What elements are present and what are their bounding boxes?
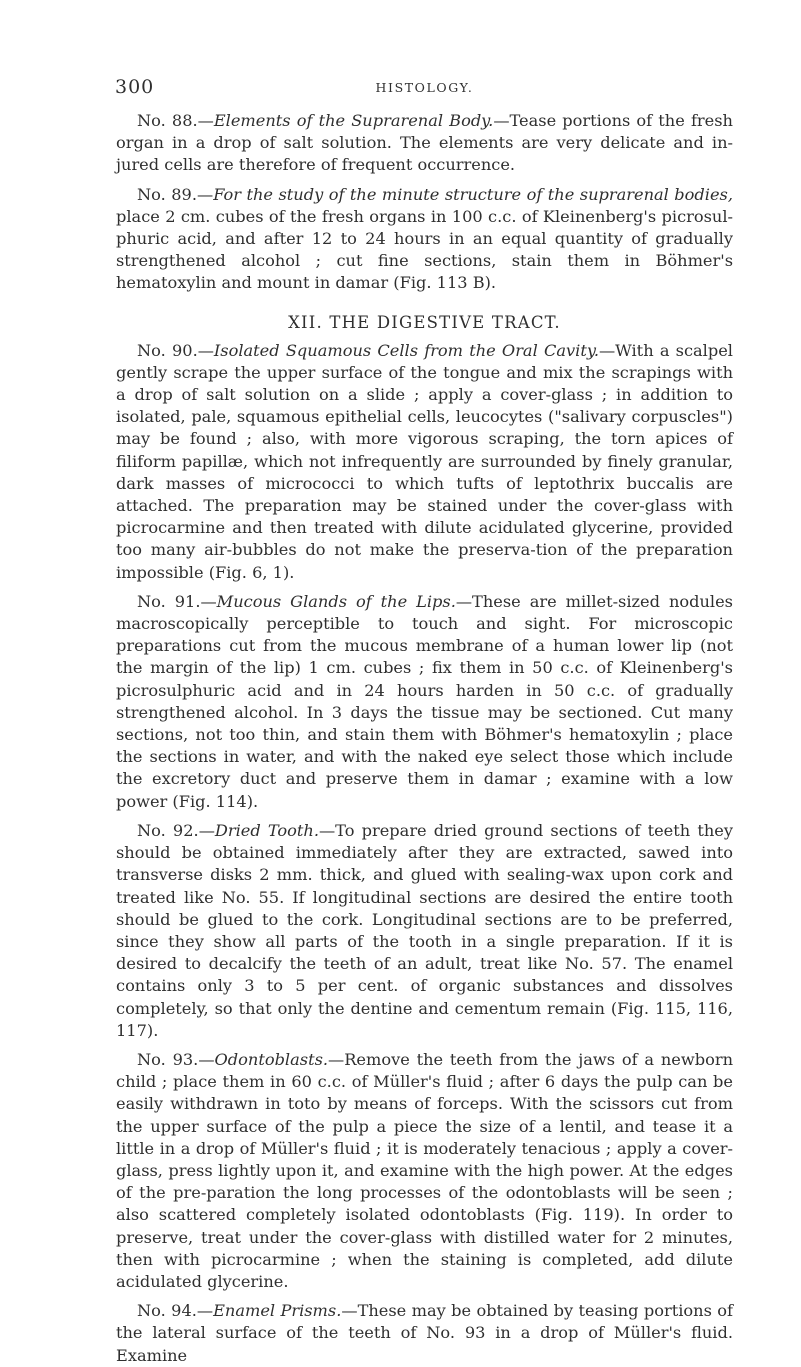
- para-title: Mucous Glands of the Lips.: [216, 591, 456, 611]
- para-number: No. 94.: [137, 1301, 197, 1321]
- paragraph-93: [116, 1049, 733, 1293]
- book-page: [116, 76, 733, 1367]
- dash: —: [198, 1049, 215, 1069]
- para-title: Odontoblasts.: [214, 1049, 329, 1069]
- dash: —: [341, 1301, 358, 1321]
- para-title: Elements of the Suprarenal Body.: [213, 111, 494, 130]
- para-text: To prepare dried ground sections of teeth they should be obtained immediately after they are extracted, sawed into transverse disks 2 mm. thick, and glued with sealing-wax upon cork and treated like No. 55. If longitudinal sections are desired the entire tooth should be glued to the cork. Longitudinal sections are to be preferred, since they show all parts of the tooth in a single preparation. If it is desired to decalcify the teeth of an adult, treat like No. 57. The enamel contains only 3 to 5 per cent. of organic substances and dissolves completely, so that only the dentine and cementum remain (Fig. 115, 116, 117).: [116, 820, 733, 1040]
- para-number: No. 90.: [137, 340, 198, 360]
- dash: —: [197, 184, 214, 204]
- para-title: Enamel Prisms.: [213, 1301, 342, 1321]
- dash: —: [598, 340, 616, 360]
- dash: —: [493, 111, 510, 130]
- para-title: For the study of the minute structure of the suprarenal bodies,: [213, 184, 733, 204]
- para-text: place 2 cm. cubes of the fresh organs in 100 c.c. of Kleinenberg's picrosul-phuric acid, and after 12 to 24 hours in an equal quantity of gradually strengthened alcohol ; cut fine sections, stain them in Böhmer's hematoxylin and mount in damar (Fig. 113 B).: [116, 206, 733, 293]
- paragraph-89: [116, 184, 733, 295]
- para-text: Tease portions of the fresh organ in a drop of salt solution. The elements are very delicate and in-jured cells are therefore of frequent occurrence.: [116, 111, 733, 175]
- paragraph-90: [116, 340, 733, 584]
- para-number: No. 92.: [137, 820, 199, 840]
- para-text: With a scalpel gently scrape the upper surface of the tongue and mix the scrapings with a drop of salt solution on a slide ; apply a cover-glass ; in addition to isolated, pale, squamous epithelial cells, leucocytes ("salivary corpuscles") may be found ; also, with more vigorous scraping, the torn apices of filiform papillæ, which not infrequently are surrounded by finely granular, dark masses of micrococci to which tufts of leptothrix buccalis are attached. The preparation may be stained under the cover-glass with picrocarmine and then treated with dilute acidulated glycerine, provided too many air-bubbles do not make the preserva-tion of the preparation impossible (Fig. 6, 1).: [116, 340, 733, 582]
- para-number: No. 88.: [137, 111, 198, 130]
- paragraph-88: [116, 110, 733, 177]
- para-title: Isolated Squamous Cells from the Oral Cavity.: [213, 340, 599, 360]
- page-number: 300: [115, 76, 155, 98]
- paragraph-91: [116, 591, 733, 813]
- dash: —: [198, 820, 215, 840]
- dash: —: [455, 591, 473, 611]
- paragraph-92: [116, 820, 733, 1042]
- paragraph-94: [116, 1300, 733, 1367]
- para-number: No. 91.: [137, 591, 201, 611]
- para-title: Dried Tooth.: [214, 820, 319, 840]
- dash: —: [328, 1049, 345, 1069]
- dash: —: [197, 340, 214, 360]
- dash: —: [197, 111, 214, 130]
- section-heading: XII. THE DIGESTIVE TRACT.: [288, 312, 561, 332]
- para-text: These may be obtained by teasing portions of the lateral surface of the teeth of No. 93 in a drop of Müller's fluid. Examine: [116, 1301, 733, 1365]
- para-text: These are millet-sized nodules macroscopically perceptible to touch and sight. For microscopic preparations cut from the mucous membrane of a human lower lip (not the margin of the lip) 1 cm. cubes ; fix them in 50 c.c. of Kleinenberg's picrosulphuric acid and in 24 hours harden in 50 c.c. of gradually strengthened alcohol. In 3 days the tissue may be sectioned. Cut many sections, not too thin, and stain them with Böhmer's hematoxylin ; place the sections in water, and with the naked eye select those which include the excretory duct and preserve them in damar ; examine with a low power (Fig. 114).: [116, 591, 733, 811]
- dash: —: [318, 820, 336, 840]
- running-head: [116, 76, 733, 100]
- para-number: No. 93.: [137, 1049, 199, 1069]
- dash: —: [196, 1301, 214, 1321]
- dash: —: [200, 591, 217, 611]
- para-text: Remove the teeth from the jaws of a newborn child ; place them in 60 c.c. of Müller's fluid ; after 6 days the pulp can be easily withdrawn in toto by means of forceps. With the scissors cut from the upper surface of the pulp a piece the size of a lentil, and tease it a little in a drop of Müller's fluid ; it is moderately tenacious ; apply a cover-glass, press lightly upon it, and examine with the high power. At the edges of the pre-paration the long processes of the odontoblasts will be seen ; also scattered completely isolated odontoblasts (Fig. 119). In order to preserve, treat under the cover-glass with distilled water for 2 minutes, then with picrocarmine ; when the staining is completed, add dilute acidulated glycerine.: [116, 1049, 734, 1291]
- running-title: HISTOLOGY.: [375, 80, 474, 95]
- para-number: No. 89.: [137, 184, 197, 204]
